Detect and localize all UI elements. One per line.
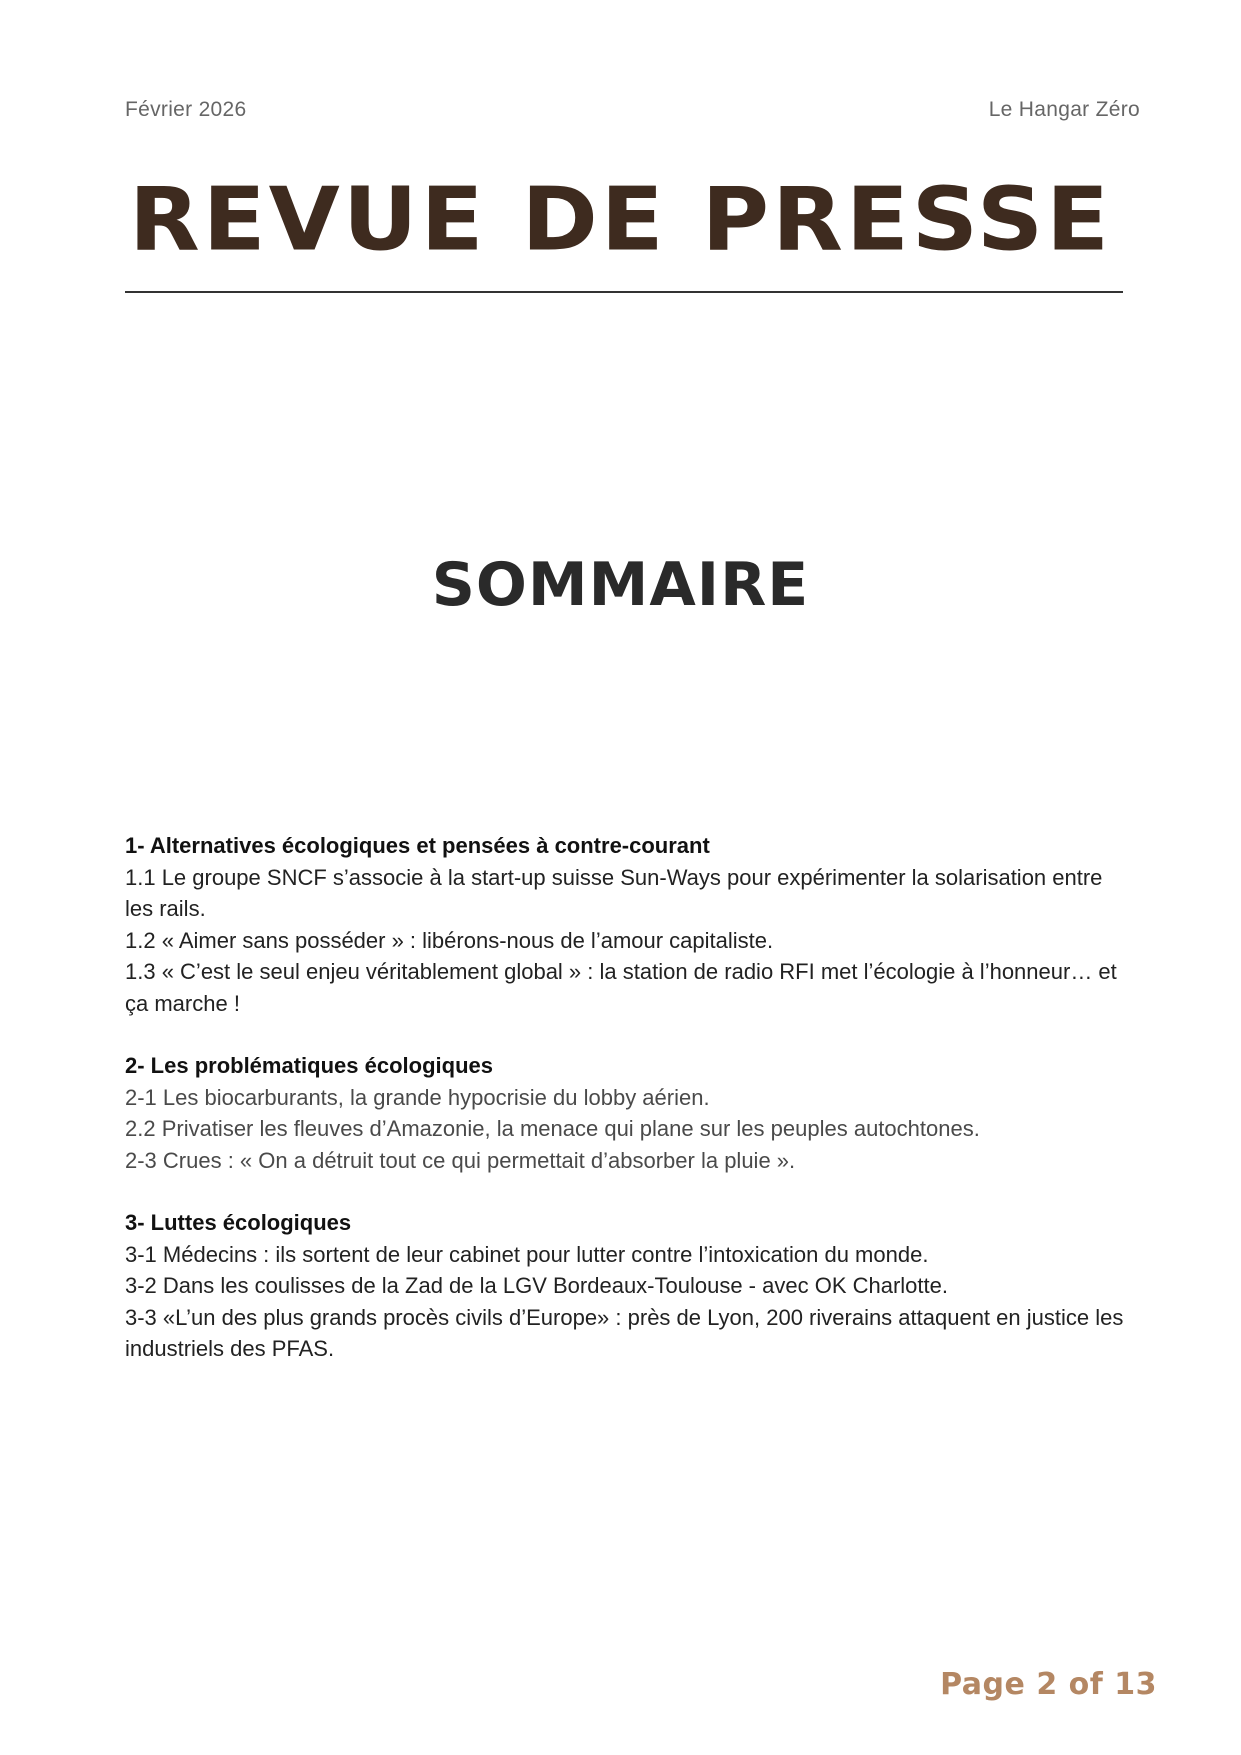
toc-entry: 2-3 Crues : « On a détruit tout ce qui permettait d’absorber la pluie ».	[125, 1147, 796, 1173]
issue-date: Février 2026	[125, 98, 247, 121]
table-of-contents	[125, 830, 1125, 1396]
toc-section-title: 2- Les problématiques écologiques	[125, 1053, 493, 1078]
toc-section-2	[125, 1050, 1125, 1176]
publisher-name: Le Hangar Zéro	[988, 98, 1140, 121]
document-title: REVUE DE PRESSE	[128, 168, 1113, 271]
toc-section-title: 3- Luttes écologiques	[125, 1210, 352, 1235]
toc-entry: 1.2 « Aimer sans posséder » : libérons-nous de l’amour capitaliste.	[125, 927, 774, 953]
toc-entry: 1.1 Le groupe SNCF s’associe à la start-up suisse Sun-Ways pour expérimenter la solarisation entre les rails.	[125, 864, 1103, 921]
toc-section-1	[125, 830, 1125, 1019]
title-divider	[125, 291, 1123, 293]
toc-section-title: 1- Alternatives écologiques et pensées à contre-courant	[125, 833, 710, 858]
toc-entry: 1.3 « C’est le seul enjeu véritablement global » : la station de radio RFI met l’écologie à l’honneur… et ça marche !	[125, 959, 1117, 1016]
toc-entry: 3-1 Médecins : ils sortent de leur cabinet pour lutter contre l’intoxication du monde.	[125, 1241, 929, 1267]
toc-entry: 2.2 Privatiser les fleuves d’Amazonie, la menace qui plane sur les peuples autochtones.	[125, 1116, 980, 1141]
toc-entry: 3-2 Dans les coulisses de la Zad de la LGV Bordeaux-Toulouse - avec OK Charlotte.	[125, 1273, 948, 1298]
summary-heading: SOMMAIRE	[431, 550, 810, 620]
toc-section-3	[125, 1207, 1125, 1365]
page-number: Page 2 of 13	[940, 1667, 1157, 1702]
toc-entry: 3-3 «L’un des plus grands procès civils d’Europe» : près de Lyon, 200 riverains attaquent en justice les industriels des PFAS.	[125, 1304, 1124, 1361]
toc-entry: 2-1 Les biocarburants, la grande hypocrisie du lobby aérien.	[125, 1084, 710, 1110]
